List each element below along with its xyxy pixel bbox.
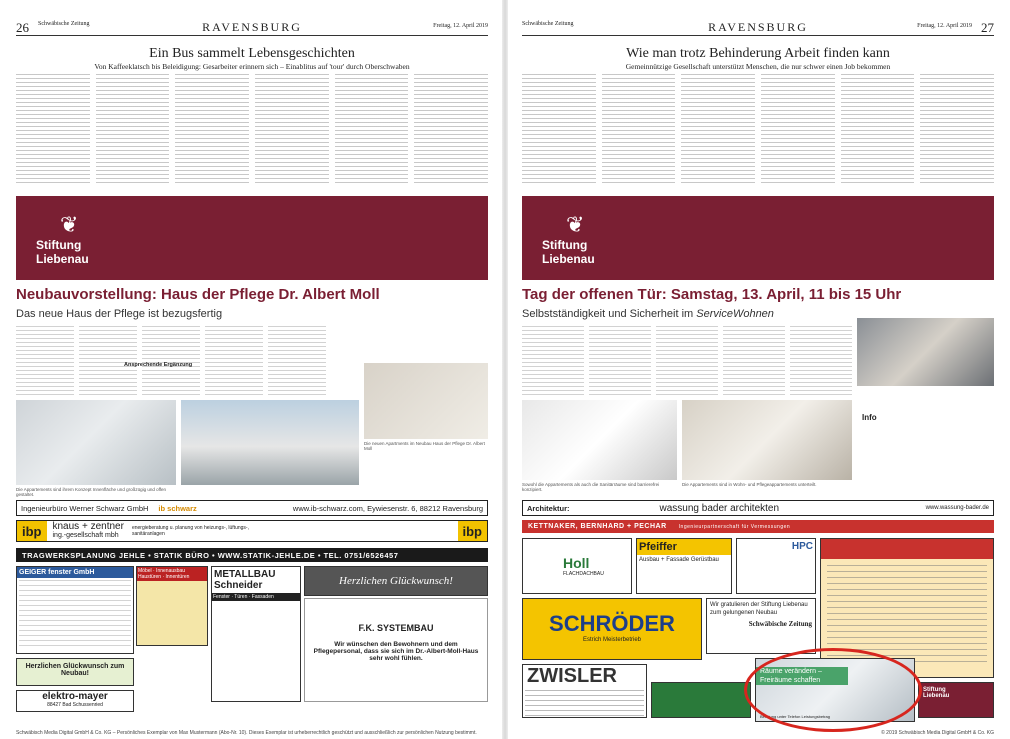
ad-hpc: HPC	[736, 538, 816, 594]
caption: Sowohl die Appartements als auch die Sanitärräume sind barrierefrei konzipiert.	[522, 482, 660, 492]
interior-photo	[16, 400, 176, 485]
page-footer: Schwäbisch Media Digital GmbH & Co. KG – Persönliches Exemplar von Max Mustermann (Abo-Nr. 10). Dieses Exemplar ist urheberrechtlich geschützt und ausschließlich zur persönlichen Nutzung bestimmt.	[16, 729, 477, 736]
gratulation-banner: Herzlichen Glückwunsch!	[304, 566, 488, 596]
ad-geiger: GEIGER fenster GmbH	[16, 566, 134, 654]
tulip-icon: ❦	[60, 212, 79, 237]
ad-raeume[interactable]: Räume verändern – Freiräume schaffen Beratung unter Telefon Leistungsbetrag	[755, 658, 915, 722]
article-subhead: Von Kaffeeklatsch bis Beleidigung: Gesarbeiter erinnern sich – Einablitus auf 'tour' durch Oberschwaben	[94, 62, 410, 71]
ad-fk-systembau: F.K. SYSTEMBAU Wir wünschen den Bewohnern und dem Pflegepersonal, dass sie sich im Dr.-Albert-Moll-Haus sehr wohl fühlen.	[304, 598, 488, 702]
article-body	[522, 74, 994, 184]
page-footer: © 2019 Schwäbisch Media Digital GmbH & Co. KG	[881, 729, 994, 736]
stiftung-logo: ❦ Stiftung Liebenau	[542, 212, 595, 266]
ad-headline: Tag der offenen Tür: Samstag, 13. April, 11 bis 15 Uhr	[522, 286, 902, 303]
page-number: 27	[981, 20, 994, 35]
people-photo	[857, 318, 994, 386]
stiftung-logo: ❦ Stiftung Liebenau	[36, 212, 89, 266]
article-headline: Ein Bus sammelt Lebensgeschichten	[149, 46, 355, 61]
info-label: Info	[862, 413, 877, 422]
ad-statik-jehle: TRAGWERKSPLANUNG JEHLE • STATIK BÜRO • WWW.STATIK-JEHLE.DE • TEL. 0751/6526457	[16, 548, 488, 562]
ad-body	[522, 326, 852, 396]
ad-body	[16, 326, 326, 396]
caption: Die neuen Apartments im Neubau Haus der Pflege Dr. Albert Moll	[364, 441, 485, 451]
caption: Die Appartements sind ihrem Konzept Innenfläche und großzügig und offen gestaltet.	[16, 487, 167, 497]
page-number: 26	[16, 20, 29, 35]
ad-geiger-wish: Herzlichen Glückwunsch zum Neubau!	[16, 658, 134, 686]
stiftung-banner	[16, 196, 488, 280]
ad-zwisler-contact	[651, 682, 751, 718]
article-subhead: Gemeinnützige Gesellschaft unterstützt Menschen, die nur schwer einen Job bekommen	[625, 62, 891, 71]
ad-elektro-mayer: elektro-mayer 88427 Bad Schussenried	[16, 690, 134, 712]
paper-name: Schwäbische Zeitung	[38, 21, 90, 27]
section-title: RAVENSBURG	[708, 20, 808, 34]
ad-wassung-bader: Architektur: wassung bader architekten www.wassung-bader.de	[522, 500, 994, 516]
ad-gratulation-sz: Wir gratulieren der Stiftung Liebenau zum gelungenen Neubau Schwäbische Zeitung	[706, 598, 816, 654]
room-photo	[682, 400, 852, 480]
page-header-right	[522, 22, 994, 36]
article-body	[16, 74, 488, 184]
ad-knaus-zentner: ibp knaus + zentner ing.-gesellschaft mbh energieberatung u. planung von heizungs-, lüftungs-, sanitäranlagen ibp	[16, 520, 488, 542]
issue-date: Freitag, 12. April 2019	[917, 23, 972, 29]
page-header-left	[16, 22, 488, 36]
paper-name: Schwäbische Zeitung	[522, 21, 574, 27]
bathroom-photo	[364, 363, 488, 439]
article-headline: Wie man trotz Behinderung Arbeit finden kann	[626, 46, 890, 61]
ad-holl: Holl FLACHDACHBAU	[522, 538, 632, 594]
stiftung-banner	[522, 196, 994, 280]
bathroom-photo	[522, 400, 677, 480]
page-left	[6, 18, 498, 736]
ad-zwisler: ZWISLER	[522, 664, 647, 718]
page-right	[512, 18, 1004, 736]
caption: Die Appartements sind in Wohn- und Pflegeappartements unterteilt.	[682, 482, 817, 487]
section-title: RAVENSBURG	[202, 20, 302, 34]
issue-date: Freitag, 12. April 2019	[433, 23, 488, 29]
highlight-circle	[744, 648, 922, 732]
ad-schroeder: SCHRÖDER Estrich Meisterbetrieb	[522, 598, 702, 660]
ad-pfeiffer: Pfeiffer Ausbau + Fassade Gerüstbau	[636, 538, 732, 594]
ad-stiftung-small: Stiftung Liebenau	[918, 682, 994, 718]
ad-ib-schwarz: Ingenieurbüro Werner Schwarz GmbH ib schwarz www.ib-schwarz.com, Eywiesenstr. 6, 88212 Ravensburg	[16, 500, 488, 516]
page-fold	[502, 0, 508, 739]
ad-metallbau-schneider: METALLBAU Schneider Fenster · Türen · Fassaden	[211, 566, 301, 702]
ad-moebel: Möbel · Innenausbau Haustüren · Innentüren	[136, 566, 208, 646]
ad-headline: Neubauvorstellung: Haus der Pflege Dr. Albert Moll	[16, 286, 380, 303]
tulip-icon: ❦	[566, 212, 585, 237]
ad-text-heading: Ansprechende Ergänzung	[124, 362, 193, 368]
building-photo	[181, 400, 359, 485]
ad-subhead: Das neue Haus der Pflege ist bezugsfertig	[16, 308, 223, 320]
ad-kettnaker: KETTNAKER, BERNHARD + PECHAR Ingenieurpartnerschaft für Vermessungen	[522, 520, 994, 533]
ad-subhead: Selbstständigkeit und Sicherheit im ServiceWohnen	[522, 308, 774, 320]
